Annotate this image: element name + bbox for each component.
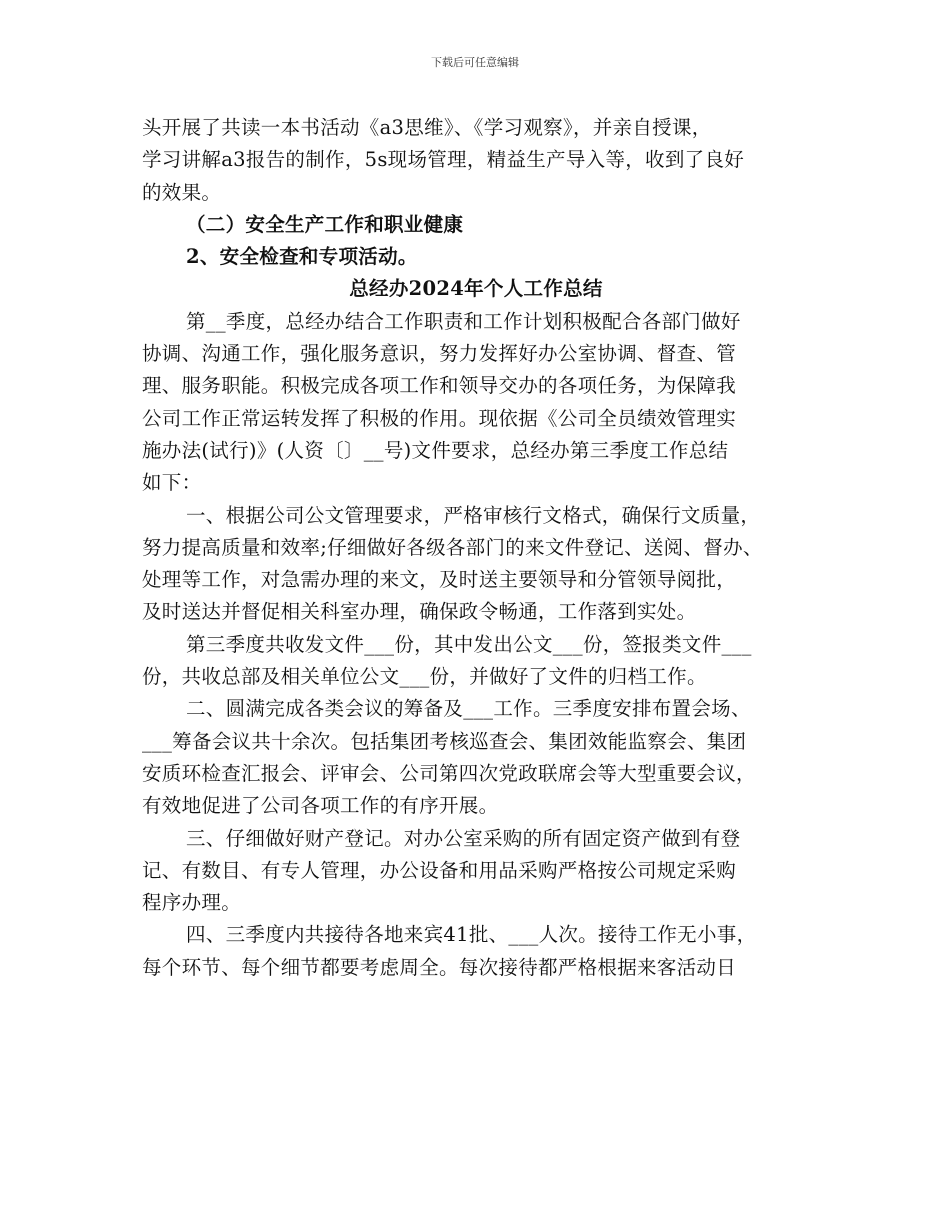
text-line: 努力提高质量和效率;仔细做好各级各部门的来文件登记、送阅、督办、 <box>142 535 763 559</box>
text-line: 三、仔细做好财产登记。对办公室采购的所有固定资产做到有登 <box>186 826 741 850</box>
text-line: 程序办理。 <box>142 891 242 915</box>
text-line: 施办法(试行)》(人资〔〕__号)文件要求，总经办第三季度工作总结 <box>142 438 729 462</box>
text-line: 处理等工作，对急需办理的来文，及时送主要领导和分管领导阅批， <box>142 568 737 592</box>
text-line: 记、有数目、有专人管理，办公设备和用品采购严格按公司规定采购 <box>142 858 737 882</box>
text-line: 有效地促进了公司各项工作的有序开展。 <box>142 794 499 818</box>
body-paragraphs <box>142 112 810 984</box>
text-line: 一、根据公司公文管理要求，严格审核行文格式，确保行文质量， <box>186 503 761 527</box>
text-line: 的效果。 <box>142 180 222 204</box>
text-line: 及时送达并督促相关科室办理，确保政令畅通，工作落到实处。 <box>142 600 697 624</box>
text-line: 协调、沟通工作，强化服务意识，努力发挥好办公室协调、督查、管 <box>142 342 737 366</box>
text-line: 学习讲解a3报告的制作，5s现场管理，精益生产导入等，收到了良好 <box>142 148 745 172</box>
document-body <box>142 112 810 984</box>
text-line: 理、服务职能。积极完成各项工作和领导交办的各项任务，为保障我 <box>142 374 737 398</box>
text-line: 四、三季度内共接待各地来宾41批、___人次。接待工作无小事， <box>186 923 757 947</box>
text-line: 二、圆满完成各类会议的筹备及___工作。三季度安排布置会场、 <box>186 697 751 721</box>
text-line: 份，共收总部及相关单位公文___份，并做好了文件的归档工作。 <box>142 665 707 689</box>
text-line: 第__季度，总经办结合工作职责和工作计划积极配合各部门做好 <box>186 309 741 333</box>
text-line: 头开展了共读一本书活动《a3思维》、《学习观察》，并亲自授课， <box>142 116 712 139</box>
text-line: 公司工作正常运转发挥了积极的作用。现依据《公司全员绩效管理实 <box>142 406 737 430</box>
document-title: 总经办2024年个人工作总结 <box>349 277 603 301</box>
text-line: 每个环节、每个细节都要考虑周全。每次接待都严格根据来客活动日 <box>142 955 737 979</box>
page-header: 下载后可任意编辑 <box>431 56 519 69</box>
text-line: 如下： <box>142 471 202 495</box>
text-line: 第三季度共收发文件___份，其中发出公文___份，签报类文件___ <box>186 632 752 656</box>
text-line: 安质环检查汇报会、评审会、公司第四次党政联席会等大型重要会议， <box>142 761 756 785</box>
text-line: ___筹备会议共十余次。包括集团考核巡查会、集团效能监察会、集团 <box>142 729 747 753</box>
section-heading: （二）安全生产工作和职业健康 <box>186 212 464 236</box>
section-heading: 2、安全检查和专项活动。 <box>186 245 418 269</box>
